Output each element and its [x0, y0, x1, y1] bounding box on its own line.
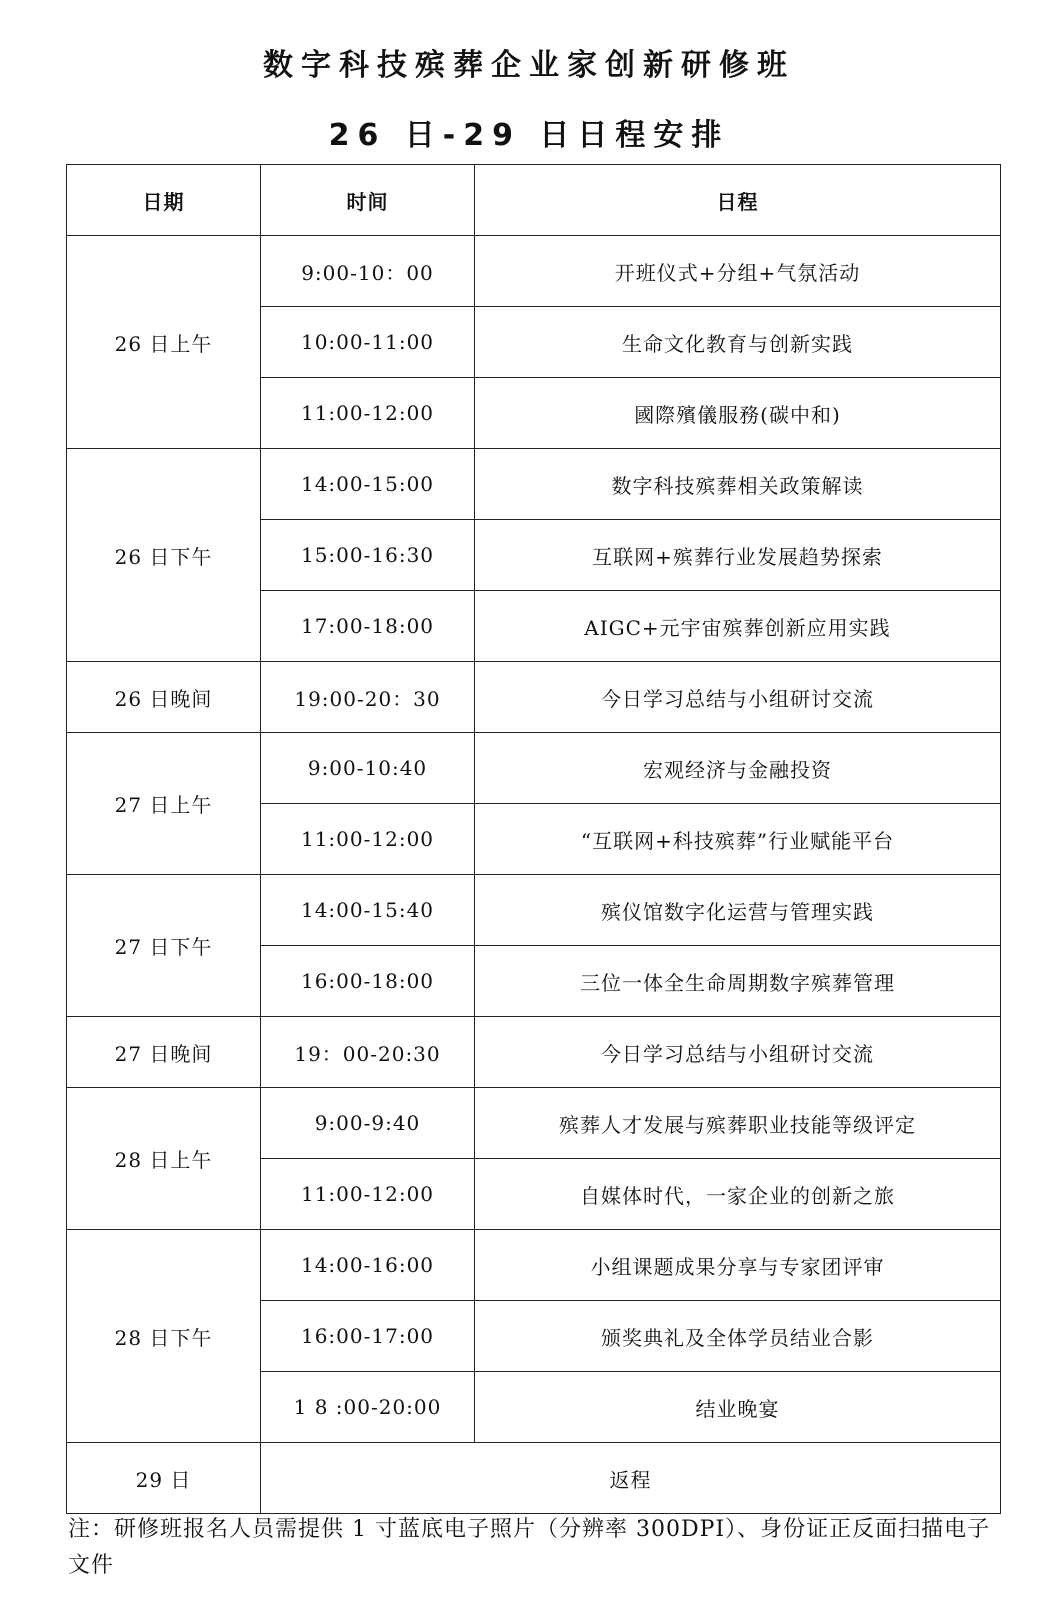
table-row — [67, 733, 1001, 804]
header-date: 日期 — [67, 165, 261, 236]
time-cell: 11:00-12:00 — [261, 1159, 475, 1230]
schedule-cell: 今日学习总结与小组研讨交流 — [475, 1017, 1001, 1088]
time-cell: 11:00-12:00 — [261, 378, 475, 449]
page-subtitle: 26 日-29 日日程安排 — [328, 118, 730, 153]
header-time: 时间 — [261, 165, 475, 236]
schedule-cell: “互联网+科技殡葬”行业赋能平台 — [475, 804, 1001, 875]
schedule-cell: 國際殯儀服務(碳中和) — [475, 378, 1001, 449]
date-cell: 26 日下午 — [67, 449, 261, 662]
schedule-cell: 数字科技殡葬相关政策解读 — [475, 449, 1001, 520]
time-cell: 14:00-16:00 — [261, 1230, 475, 1301]
table-row — [67, 1088, 1001, 1159]
time-cell: 10:00-11:00 — [261, 307, 475, 378]
schedule-cell: AIGC+元宇宙殡葬创新应用实践 — [475, 591, 1001, 662]
date-cell: 28 日下午 — [67, 1230, 261, 1443]
schedule-cell: 殡仪馆数字化运营与管理实践 — [475, 875, 1001, 946]
date-cell: 29 日 — [67, 1443, 261, 1514]
time-cell: 17:00-18:00 — [261, 591, 475, 662]
header-row — [67, 165, 1001, 236]
time-cell: 9:00-10：00 — [261, 236, 475, 307]
date-cell: 27 日上午 — [67, 733, 261, 875]
schedule-cell: 宏观经济与金融投资 — [475, 733, 1001, 804]
date-cell: 28 日上午 — [67, 1088, 261, 1230]
table-row-final — [67, 1443, 1001, 1514]
page-title: 数字科技殡葬企业家创新研修班 — [263, 48, 795, 83]
schedule-cell: 三位一体全生命周期数字殡葬管理 — [475, 946, 1001, 1017]
time-cell: 15:00-16:30 — [261, 520, 475, 591]
time-cell: 19：00-20:30 — [261, 1017, 475, 1088]
date-cell: 26 日晚间 — [67, 662, 261, 733]
time-cell: 1 8 :00-20:00 — [261, 1372, 475, 1443]
time-cell: 14:00-15:40 — [261, 875, 475, 946]
schedule-cell: 今日学习总结与小组研讨交流 — [475, 662, 1001, 733]
schedule-cell: 互联网+殡葬行业发展趋势探索 — [475, 520, 1001, 591]
time-cell: 19:00-20：30 — [261, 662, 475, 733]
time-cell: 16:00-18:00 — [261, 946, 475, 1017]
date-cell: 27 日晚间 — [67, 1017, 261, 1088]
schedule-cell: 小组课题成果分享与专家团评审 — [475, 1230, 1001, 1301]
schedule-cell: 自媒体时代，一家企业的创新之旅 — [475, 1159, 1001, 1230]
schedule-cell: 结业晚宴 — [475, 1372, 1001, 1443]
time-cell: 9:00-9:40 — [261, 1088, 475, 1159]
time-cell: 11:00-12:00 — [261, 804, 475, 875]
schedule-cell: 殡葬人才发展与殡葬职业技能等级评定 — [475, 1088, 1001, 1159]
schedule-cell: 开班仪式+分组+气氛活动 — [475, 236, 1001, 307]
table-row — [67, 449, 1001, 520]
time-cell: 16:00-17:00 — [261, 1301, 475, 1372]
footnote: 注：研修班报名人员需提供 1 寸蓝底电子照片（分辨率 300DPI）、身份证正反面扫描电子文件 — [68, 1517, 991, 1578]
schedule-body — [67, 236, 1001, 1514]
table-row — [67, 236, 1001, 307]
time-cell: 14:00-15:00 — [261, 449, 475, 520]
schedule-cell: 生命文化教育与创新实践 — [475, 307, 1001, 378]
table-row — [67, 662, 1001, 733]
table-row — [67, 1230, 1001, 1301]
schedule-table — [66, 164, 1001, 1514]
header-schedule: 日程 — [475, 165, 1001, 236]
table-row — [67, 875, 1001, 946]
schedule-cell: 颁奖典礼及全体学员结业合影 — [475, 1301, 1001, 1372]
schedule-cell: 返程 — [261, 1443, 1001, 1514]
table-row — [67, 1017, 1001, 1088]
date-cell: 26 日上午 — [67, 236, 261, 449]
time-cell: 9:00-10:40 — [261, 733, 475, 804]
date-cell: 27 日下午 — [67, 875, 261, 1017]
